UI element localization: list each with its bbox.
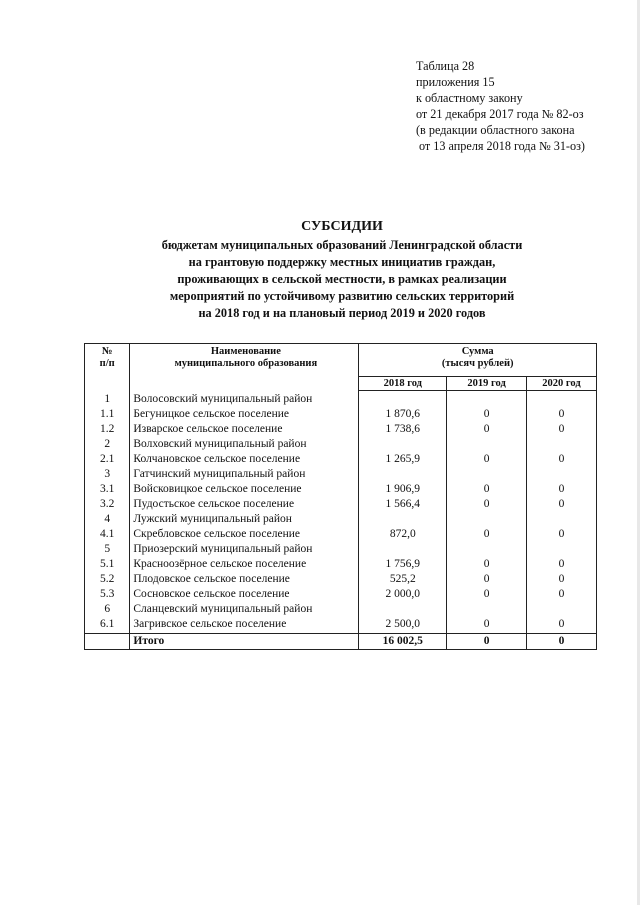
header-sum bbox=[359, 344, 597, 377]
table-row bbox=[85, 572, 597, 587]
note-line: (в редакции областного закона bbox=[416, 123, 575, 137]
title-main: СУБСИДИИ bbox=[301, 219, 383, 234]
row-value-2019 bbox=[447, 512, 527, 527]
header-name-line2: муниципального образования bbox=[174, 358, 318, 369]
row-value-2020 bbox=[526, 602, 596, 617]
table-row bbox=[85, 557, 597, 572]
row-value-2019: 0 bbox=[447, 572, 527, 587]
table-row bbox=[85, 497, 597, 512]
row-value-2019: 0 bbox=[447, 482, 527, 497]
title-line: мероприятий по устойчивому развитию сельских территорий bbox=[169, 289, 515, 303]
appendix-note bbox=[416, 58, 626, 154]
total-number bbox=[85, 634, 130, 650]
row-value-2019: 0 bbox=[447, 557, 527, 572]
header-2019: 2019 год bbox=[447, 377, 527, 391]
table-row bbox=[85, 527, 597, 542]
row-value-2018: 872,0 bbox=[359, 527, 447, 542]
row-name: Колчановское сельское поселение bbox=[130, 452, 359, 467]
row-value-2019 bbox=[447, 602, 527, 617]
row-number: 4.1 bbox=[85, 527, 130, 542]
row-number: 5.2 bbox=[85, 572, 130, 587]
row-value-2020: 0 bbox=[526, 617, 596, 634]
row-value-2018: 2 500,0 bbox=[359, 617, 447, 634]
header-sum-line1: Сумма bbox=[461, 346, 494, 357]
row-value-2019 bbox=[447, 467, 527, 482]
row-number: 3.2 bbox=[85, 497, 130, 512]
row-name: Бегуницкое сельское поселение bbox=[130, 407, 359, 422]
row-number: 5.1 bbox=[85, 557, 130, 572]
row-value-2019: 0 bbox=[447, 407, 527, 422]
title-line: на грантовую поддержку местных инициатив граждан, bbox=[188, 255, 496, 269]
row-name: Лужский муниципальный район bbox=[130, 512, 359, 527]
title-line: проживающих в сельской местности, в рамках реализации bbox=[177, 272, 507, 286]
header-num-line1: № bbox=[101, 346, 113, 357]
document-title bbox=[100, 218, 584, 322]
row-number: 1.2 bbox=[85, 422, 130, 437]
table-row bbox=[85, 407, 597, 422]
row-value-2018: 2 000,0 bbox=[359, 587, 447, 602]
row-value-2020 bbox=[526, 542, 596, 557]
header-2020: 2020 год bbox=[526, 377, 596, 391]
row-value-2019: 0 bbox=[447, 587, 527, 602]
row-number: 4 bbox=[85, 512, 130, 527]
note-line: приложения 15 bbox=[416, 75, 495, 89]
row-value-2018 bbox=[359, 467, 447, 482]
row-value-2020 bbox=[526, 512, 596, 527]
total-2019: 0 bbox=[447, 634, 527, 650]
row-number: 2.1 bbox=[85, 452, 130, 467]
table-row bbox=[85, 467, 597, 482]
total-2018: 16 002,5 bbox=[359, 634, 447, 650]
row-value-2020 bbox=[526, 437, 596, 452]
row-value-2020: 0 bbox=[526, 422, 596, 437]
header-num bbox=[85, 344, 130, 391]
header-2018: 2018 год bbox=[359, 377, 447, 391]
total-label: Итого bbox=[130, 634, 359, 650]
row-name: Скребловское сельское поселение bbox=[130, 527, 359, 542]
row-value-2018: 525,2 bbox=[359, 572, 447, 587]
table-row bbox=[85, 512, 597, 527]
total-row bbox=[85, 634, 597, 650]
row-value-2020: 0 bbox=[526, 557, 596, 572]
row-value-2018: 1 870,6 bbox=[359, 407, 447, 422]
row-name: Изварское сельское поселение bbox=[130, 422, 359, 437]
row-value-2020: 0 bbox=[526, 497, 596, 512]
row-value-2018: 1 566,4 bbox=[359, 497, 447, 512]
header-name-line1: Наименование bbox=[210, 346, 281, 357]
row-name: Волховский муниципальный район bbox=[130, 437, 359, 452]
row-name: Войсковицкое сельское поселение bbox=[130, 482, 359, 497]
table-row bbox=[85, 542, 597, 557]
row-name: Гатчинский муниципальный район bbox=[130, 467, 359, 482]
row-number: 6 bbox=[85, 602, 130, 617]
row-value-2019: 0 bbox=[447, 527, 527, 542]
row-name: Загривское сельское поселение bbox=[130, 617, 359, 634]
subsidies-table bbox=[84, 343, 597, 650]
row-value-2020: 0 bbox=[526, 482, 596, 497]
header-num-line2: п/п bbox=[99, 358, 115, 369]
row-value-2018: 1 756,9 bbox=[359, 557, 447, 572]
total-2020: 0 bbox=[526, 634, 596, 650]
row-value-2019 bbox=[447, 542, 527, 557]
row-value-2018 bbox=[359, 512, 447, 527]
row-number: 5.3 bbox=[85, 587, 130, 602]
row-name: Пудостьское сельское поселение bbox=[130, 497, 359, 512]
row-value-2019: 0 bbox=[447, 617, 527, 634]
table-row bbox=[85, 422, 597, 437]
row-value-2020 bbox=[526, 391, 596, 408]
row-name: Плодовское сельское поселение bbox=[130, 572, 359, 587]
row-name: Приозерский муниципальный район bbox=[130, 542, 359, 557]
row-number: 6.1 bbox=[85, 617, 130, 634]
note-line: от 13 апреля 2018 года № 31-оз) bbox=[419, 139, 585, 153]
table-body bbox=[85, 391, 597, 650]
row-value-2018: 1 906,9 bbox=[359, 482, 447, 497]
note-line: от 21 декабря 2017 года № 82-оз bbox=[416, 107, 584, 121]
table-row bbox=[85, 602, 597, 617]
row-name: Сланцевский муниципальный район bbox=[130, 602, 359, 617]
row-value-2019: 0 bbox=[447, 497, 527, 512]
row-value-2020: 0 bbox=[526, 572, 596, 587]
title-line: на 2018 год и на плановый период 2019 и 2020 годов bbox=[198, 306, 486, 320]
table-row bbox=[85, 437, 597, 452]
row-name: Сосновское сельское поселение bbox=[130, 587, 359, 602]
row-value-2020 bbox=[526, 467, 596, 482]
row-number: 1 bbox=[85, 391, 130, 408]
row-value-2018 bbox=[359, 602, 447, 617]
row-value-2019 bbox=[447, 391, 527, 408]
table-row bbox=[85, 617, 597, 634]
row-value-2018 bbox=[359, 391, 447, 408]
table-row bbox=[85, 482, 597, 497]
title-line: бюджетам муниципальных образований Ленинградской области bbox=[161, 238, 523, 252]
row-value-2020: 0 bbox=[526, 407, 596, 422]
row-value-2020: 0 bbox=[526, 527, 596, 542]
header-name bbox=[130, 344, 359, 391]
row-number: 3 bbox=[85, 467, 130, 482]
row-number: 3.1 bbox=[85, 482, 130, 497]
row-value-2019: 0 bbox=[447, 452, 527, 467]
note-line: Таблица 28 bbox=[416, 59, 475, 73]
table-row bbox=[85, 587, 597, 602]
table-row bbox=[85, 452, 597, 467]
row-number: 1.1 bbox=[85, 407, 130, 422]
row-number: 2 bbox=[85, 437, 130, 452]
row-value-2018 bbox=[359, 542, 447, 557]
row-value-2018 bbox=[359, 437, 447, 452]
row-value-2018: 1 738,6 bbox=[359, 422, 447, 437]
note-line: к областному закону bbox=[416, 91, 523, 105]
row-number: 5 bbox=[85, 542, 130, 557]
row-name: Красноозёрное сельское поселение bbox=[130, 557, 359, 572]
header-sum-line2: (тысяч рублей) bbox=[441, 358, 514, 369]
row-value-2020: 0 bbox=[526, 452, 596, 467]
table-row bbox=[85, 391, 597, 408]
row-name: Волосовский муниципальный район bbox=[130, 391, 359, 408]
row-value-2019: 0 bbox=[447, 422, 527, 437]
row-value-2020: 0 bbox=[526, 587, 596, 602]
row-value-2018: 1 265,9 bbox=[359, 452, 447, 467]
row-value-2019 bbox=[447, 437, 527, 452]
